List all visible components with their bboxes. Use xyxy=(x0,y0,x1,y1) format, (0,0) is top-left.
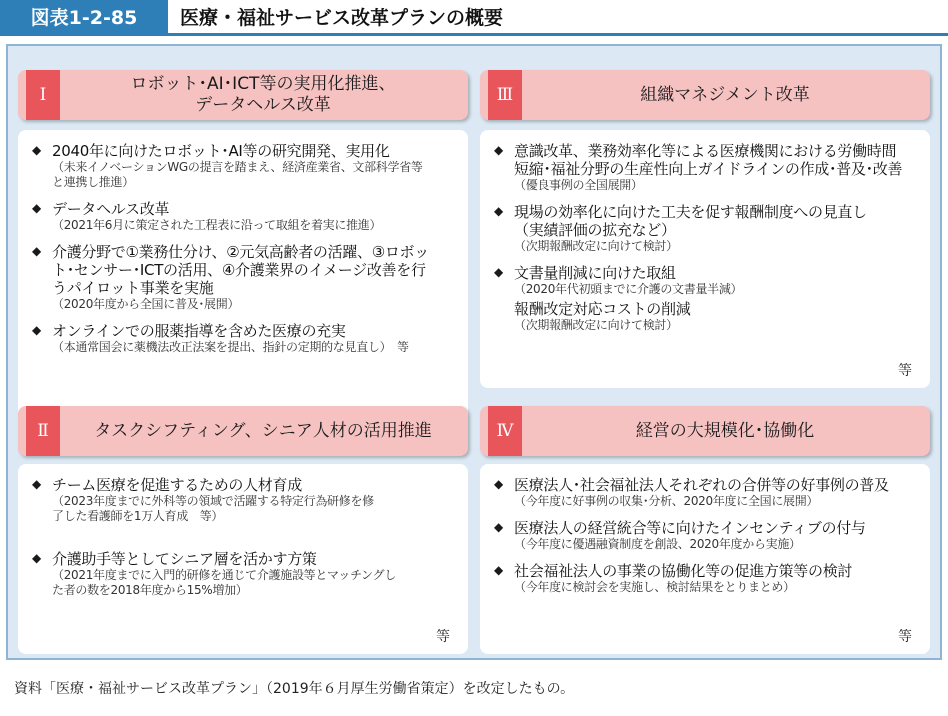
section-1-numeral: Ⅰ xyxy=(26,70,60,120)
item-heading: 2040年に向けたロボット･AI等の研究開発、実用化 xyxy=(52,142,390,160)
item-heading: 文書量削減に向けた取組 xyxy=(514,264,676,282)
item-note: （今年度に優遇融資制度を創設、2020年度から実施） xyxy=(514,537,801,551)
diamond-bullet-icon: ◆ xyxy=(494,477,504,491)
section-2-title: タスクシフティング、シニア人材の活用推進 xyxy=(94,420,432,441)
item-note: （2020年度から全国に普及･展開） xyxy=(52,297,240,311)
etc-label: 等 xyxy=(436,629,450,645)
item-heading: 社会福祉法人の事業の協働化等の促進方策等の検討 xyxy=(514,562,853,580)
section-2 xyxy=(18,406,468,654)
item-note: （優良事例の全国展開） xyxy=(514,178,643,192)
section-1-header xyxy=(18,70,468,120)
figure-title: 医療・福祉サービス改革プランの概要 xyxy=(180,7,504,29)
section-3-body xyxy=(480,130,930,388)
item-note: （今年度に好事例の収集･分析、2020年度に全国に展開） xyxy=(514,494,819,508)
section-3-numeral: Ⅲ xyxy=(488,70,522,120)
diamond-bullet-icon: ◆ xyxy=(494,520,504,534)
item-heading: 医療法人･社会福祉法人それぞれの合併等の好事例の普及 xyxy=(514,476,889,494)
section-1-item-4 xyxy=(32,322,460,355)
section-3-title: 組織マネジメント改革 xyxy=(640,84,810,105)
item-note-secondary: （次期報酬改定に向けて検討） xyxy=(514,318,678,332)
item-note: （今年度に検討会を実施し、検討結果をとりまとめ） xyxy=(514,580,795,594)
item-note: （2020年代初頭までに介護の文書量半減） xyxy=(514,282,743,296)
section-3-item-2 xyxy=(494,203,922,254)
section-4-body xyxy=(480,464,930,654)
section-4 xyxy=(480,406,930,654)
section-4-header xyxy=(480,406,930,456)
item-heading: 医療法人の経営統合等に向けたインセンティブの付与 xyxy=(514,519,866,537)
section-1-item-3 xyxy=(32,243,460,312)
section-3-item-3 xyxy=(494,264,922,333)
section-4-item-3 xyxy=(494,562,922,595)
item-heading-secondary: 報酬改定対応コストの削減 xyxy=(514,300,691,318)
item-heading: オンラインでの服薬指導を含めた医療の充実 xyxy=(52,322,346,340)
section-2-item-1 xyxy=(32,476,460,524)
section-2-item-2 xyxy=(32,550,460,598)
section-4-title: 経営の大規模化･協働化 xyxy=(635,420,815,441)
diamond-bullet-icon: ◆ xyxy=(32,551,42,565)
item-heading: 意識改革、業務効率化等による医療機関における労働時間 短縮･福祉分野の生産性向上ガイドラインの作成･普及･改善 xyxy=(514,142,903,178)
diamond-bullet-icon: ◆ xyxy=(494,204,504,218)
section-3 xyxy=(480,70,930,392)
diamond-bullet-icon: ◆ xyxy=(32,477,42,491)
diamond-bullet-icon: ◆ xyxy=(494,143,504,157)
section-4-item-2 xyxy=(494,519,922,552)
etc-label: 等 xyxy=(898,629,912,645)
figure-header xyxy=(0,0,948,36)
item-heading: データヘルス改革 xyxy=(52,200,170,218)
section-1 xyxy=(18,70,468,392)
diamond-bullet-icon: ◆ xyxy=(494,563,504,577)
section-4-item-1 xyxy=(494,476,922,509)
item-note: （2021年度までに入門的研修を通じて介護施設等とマッチングし た者の数を2018年度から15%増加） xyxy=(52,568,396,597)
section-1-title: ロボット･AI･ICT等の実用化推進、 データヘルス改革 xyxy=(130,74,396,115)
section-1-body xyxy=(18,130,468,452)
item-note: （次期報酬改定に向けて検討） xyxy=(514,239,678,253)
section-1-item-2 xyxy=(32,200,460,233)
etc-label: 等 xyxy=(898,363,912,379)
item-heading: 現場の効率化に向けた工夫を促す報酬制度への見直し （実績評価の拡充など） xyxy=(514,203,867,239)
section-1-item-1 xyxy=(32,142,460,190)
diamond-bullet-icon: ◆ xyxy=(32,323,42,337)
diamond-bullet-icon: ◆ xyxy=(494,265,504,279)
source-note: 資料「医療・福祉サービス改革プラン」（2019年６月厚生労働省策定）を改定したもの。 xyxy=(14,681,575,697)
section-3-item-1 xyxy=(494,142,922,193)
item-note: （未来イノベーションWGの提言を踏まえ、経済産業省、文部科学省等 と連携し推進） xyxy=(52,160,423,189)
section-4-numeral: Ⅳ xyxy=(488,406,522,456)
section-2-header xyxy=(18,406,468,456)
section-2-numeral: Ⅱ xyxy=(26,406,60,456)
section-3-header xyxy=(480,70,930,120)
diamond-bullet-icon: ◆ xyxy=(32,143,42,157)
item-note: （本通常国会に薬機法改正法案を提出、指針の定期的な見直し） 等 xyxy=(52,340,409,354)
section-2-body xyxy=(18,464,468,654)
item-note: （2021年6月に策定された工程表に沿って取組を着実に推進） xyxy=(52,218,382,232)
item-heading: 介護助手等としてシニア層を活かす方策 xyxy=(52,550,317,568)
diamond-bullet-icon: ◆ xyxy=(32,201,42,215)
item-note: （2023年度までに外科等の領域で活躍する特定行為研修を修 了した看護師を1万人育成 等） xyxy=(52,494,374,523)
item-heading: チーム医療を促進するための人材育成 xyxy=(52,476,302,494)
figure-number-label: 図表1-2-85 xyxy=(0,0,168,33)
item-heading: 介護分野で①業務仕分け、②元気高齢者の活躍、③ロボッ ト･センサー･ICTの活用、④介護業界のイメージ改善を行 うパイロット事業を実施 xyxy=(52,243,429,297)
diamond-bullet-icon: ◆ xyxy=(32,244,42,258)
